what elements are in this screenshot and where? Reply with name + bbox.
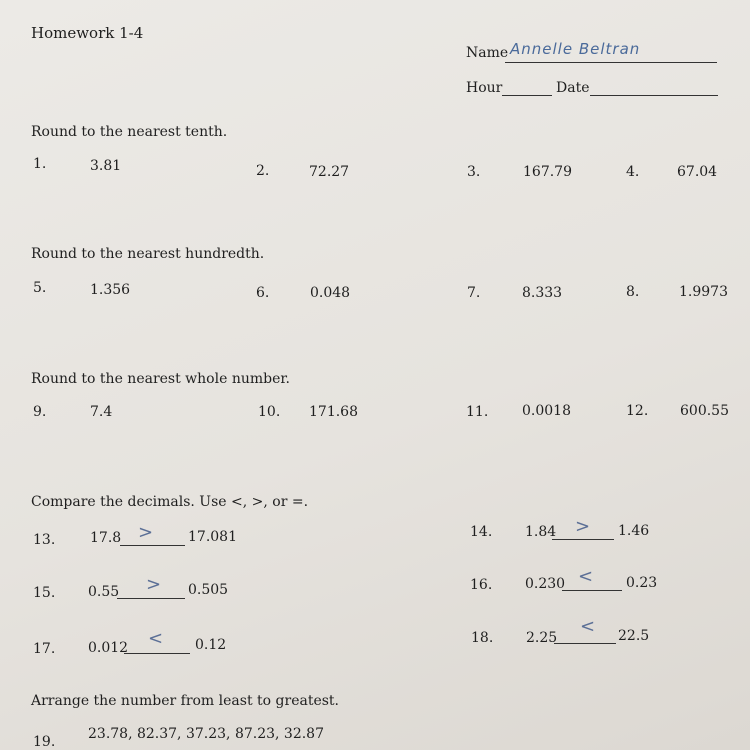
date-label: Date <box>556 80 590 96</box>
hour-blank-line <box>502 95 552 96</box>
handwritten-answer-mark: > <box>146 574 162 595</box>
section-heading-arrange: Arrange the number from least to greatest. <box>31 693 339 709</box>
problem-number: 5. <box>33 280 47 296</box>
problem-number: 16. <box>470 577 493 593</box>
problem-number: 9. <box>33 404 47 420</box>
problem-value: 72.27 <box>309 164 350 180</box>
problem-number: 3. <box>467 164 481 180</box>
compare-right-value: 17.081 <box>188 529 237 545</box>
student-name-handwritten: Annelle Beltran <box>510 40 641 58</box>
handwritten-answer-mark: > <box>575 516 591 537</box>
compare-left-value: 17.8 <box>90 530 122 546</box>
problem-value: 1.9973 <box>679 284 728 300</box>
handwritten-answer-mark: < <box>578 566 594 587</box>
problem-number: 8. <box>626 284 640 300</box>
compare-right-value: 0.12 <box>195 637 227 653</box>
problem-value: 171.68 <box>309 404 358 420</box>
hour-label: Hour <box>466 80 503 96</box>
problem-value: 1.356 <box>90 282 131 298</box>
problem-value: 600.55 <box>680 403 729 419</box>
problem-number: 6. <box>256 285 270 301</box>
section-heading-hundredth: Round to the nearest hundredth. <box>31 246 265 262</box>
problem-number: 4. <box>626 164 640 180</box>
answer-blank-line <box>554 643 616 644</box>
problem-value: 67.04 <box>677 164 718 180</box>
date-blank-line <box>590 95 718 96</box>
problem-value: 0.0018 <box>522 403 571 419</box>
compare-right-value: 22.5 <box>618 628 650 644</box>
problem-number: 18. <box>471 630 494 646</box>
section-heading-compare: Compare the decimals. Use <, >, or =. <box>31 494 309 510</box>
handwritten-answer-mark: > <box>138 522 154 543</box>
handwritten-answer-mark: < <box>148 628 164 649</box>
problem-value: 167.79 <box>523 164 572 180</box>
section-heading-tenth: Round to the nearest tenth. <box>31 124 228 140</box>
section-heading-whole: Round to the nearest whole number. <box>31 371 290 387</box>
compare-right-value: 0.505 <box>188 582 229 598</box>
answer-blank-line <box>120 545 185 546</box>
answer-blank-line <box>562 590 622 591</box>
answer-blank-line <box>124 653 190 654</box>
arrange-values: 23.78, 82.37, 37.23, 87.23, 32.87 <box>88 726 324 742</box>
answer-blank-line <box>117 598 185 599</box>
problem-value: 8.333 <box>522 285 563 301</box>
compare-left-value: 1.84 <box>525 524 557 540</box>
name-label: Name <box>466 45 509 61</box>
problem-number: 12. <box>626 403 649 419</box>
problem-value: 3.81 <box>90 158 122 174</box>
compare-left-value: 0.230 <box>525 576 566 592</box>
problem-number: 2. <box>256 163 270 179</box>
problem-number: 14. <box>470 524 493 540</box>
compare-left-value: 2.25 <box>526 630 558 646</box>
worksheet-title: Homework 1-4 <box>31 24 144 42</box>
compare-left-value: 0.012 <box>88 640 129 656</box>
problem-number: 17. <box>33 641 56 657</box>
name-blank-line <box>505 62 717 63</box>
problem-number: 10. <box>258 404 281 420</box>
problem-value: 7.4 <box>90 404 113 420</box>
problem-number: 7. <box>467 285 481 301</box>
compare-right-value: 0.23 <box>626 575 658 591</box>
problem-number: 19. <box>33 734 56 750</box>
problem-number: 11. <box>466 404 489 420</box>
handwritten-answer-mark: < <box>580 616 596 637</box>
problem-value: 0.048 <box>310 285 351 301</box>
problem-number: 15. <box>33 585 56 601</box>
compare-left-value: 0.55 <box>88 584 120 600</box>
problem-number: 13. <box>33 532 56 548</box>
compare-right-value: 1.46 <box>618 523 650 539</box>
problem-number: 1. <box>33 156 47 172</box>
answer-blank-line <box>552 539 614 540</box>
